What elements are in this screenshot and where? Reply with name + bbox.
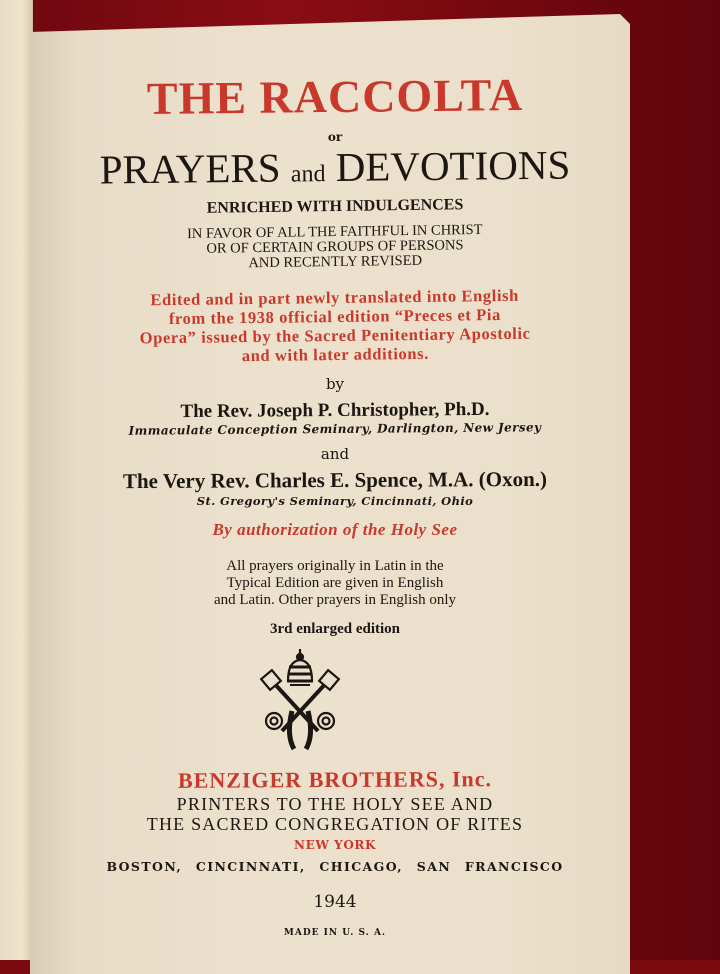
note-line: and Latin. Other prayers in English only (213, 592, 457, 608)
book-title: THE RACCOLTA (146, 69, 524, 124)
author-1-affiliation: Immaculate Conception Seminary, Darlington, New Jersey (128, 420, 542, 438)
title-page (30, 0, 720, 960)
publisher-name: BENZIGER BROTHERS, Inc. (177, 766, 493, 793)
subtitle-part2: DEVOTIONS (335, 141, 571, 190)
and-label: and (320, 445, 350, 463)
facing-page-edge (0, 0, 33, 960)
enriched-line: ENRICHED WITH INDULGENCES (206, 196, 464, 217)
edition-line: 3rd enlarged edition (270, 621, 400, 637)
made-in-label: MADE IN U. S. A. (283, 928, 387, 938)
author-1: The Rev. Joseph P. Christopher, Ph.D. (180, 398, 490, 423)
favor-block (30, 221, 641, 275)
subtitle-and: and (290, 161, 326, 188)
papal-keys-tiara-icon (258, 645, 342, 753)
printers-line: THE SACRED CONGREGATION OF RITES (146, 814, 524, 834)
edited-block (30, 284, 641, 367)
authorization-line: By authorization of the Holy See (212, 520, 458, 539)
printers-block (30, 794, 640, 834)
by-label: by (325, 375, 345, 393)
favor-line: AND RECENTLY REVISED (248, 252, 423, 272)
author-2: The Very Rev. Charles E. Spence, M.A. (Oxon.) (122, 466, 548, 494)
book-subtitle (30, 140, 640, 194)
edited-line: from the 1938 official edition “Preces et Pia (168, 304, 502, 329)
branch-cities: BOSTON, CINCINNATI, CHICAGO, SAN FRANCISCO (106, 859, 564, 874)
favor-line: OR OF CERTAIN GROUPS OF PERSONS (206, 237, 464, 257)
edited-line: and with later additions. (241, 343, 429, 366)
note-line: All prayers originally in Latin in the (226, 558, 444, 574)
author-2-affiliation: St. Gregory's Seminary, Cincinnati, Ohio (196, 494, 474, 508)
or-connector: or (327, 130, 343, 144)
edited-line: Opera” issued by the Sacred Penitentiary Apostolic (139, 323, 531, 348)
favor-line: IN FAVOR OF ALL THE FAITHFUL IN CHRIST (186, 221, 483, 243)
note-line: Typical Edition are given in English (226, 575, 444, 591)
subtitle-part1: PRAYERS (99, 144, 281, 193)
language-note (30, 558, 640, 609)
publication-year: 1944 (313, 892, 357, 912)
edited-line: Edited and in part newly translated into English (150, 285, 520, 310)
main-city: NEW YORK (294, 838, 376, 852)
printers-line: PRINTERS TO THE HOLY SEE AND (176, 794, 494, 814)
